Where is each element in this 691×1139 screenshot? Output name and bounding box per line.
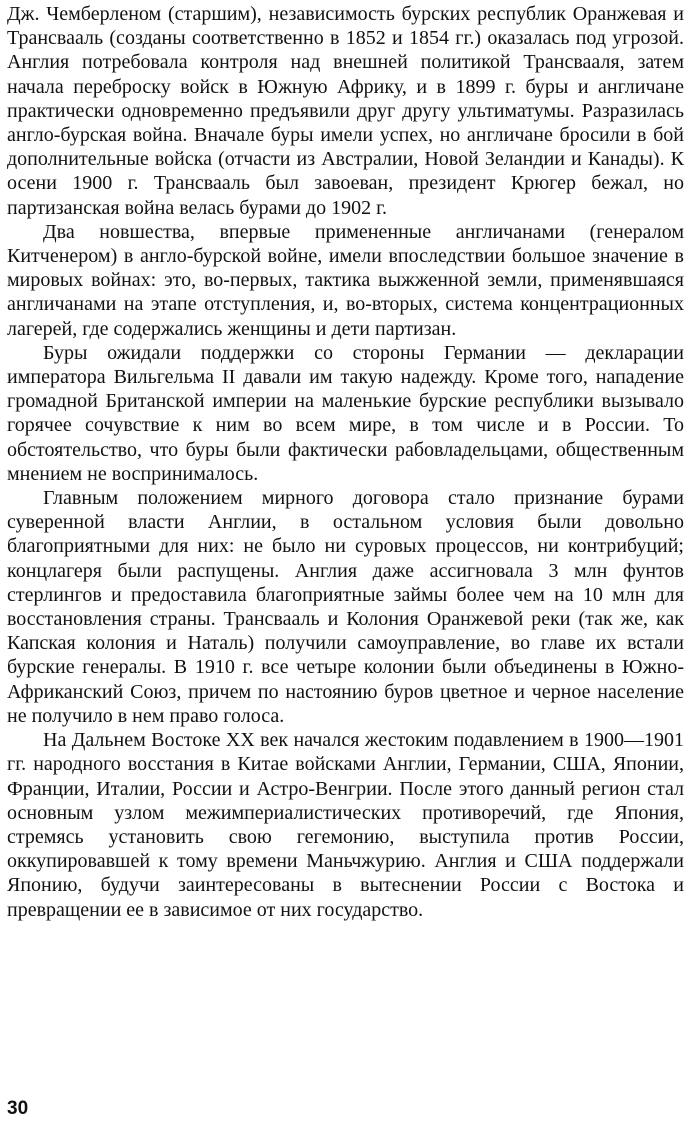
page-body (7, 2, 684, 922)
paragraph: Два новшества, впервые примененные англичанами (генералом Китченером) в англо-бурской войне, имели впоследствии большое значение в мировых войнах: это, во-первых, тактика выжженной земли, применявшаяся англичанами на этапе отступления, и, во-вторых, система концентрационных лагерей, где содержались женщины и дети партизан. (7, 220, 684, 340)
paragraph: Буры ожидали поддержки со стороны Германии — декларации императора Вильгельма II давали им такую надежду. Кроме того, нападение громадной Британской империи на маленькие бурские республики вызывало горячее сочувствие к ним во всем мире, в том числе и в России. То обстоятельство, что буры были фактически рабовладельцами, общественным мнением не воспринималось. (7, 341, 684, 485)
page-number: 30 (7, 1098, 29, 1119)
paragraph: На Дальнем Востоке XX век начался жестоким подавлением в 1900—1901 гг. народного восстания в Китае войсками Англии, Германии, США, Японии, Франции, Италии, России и Астро-Венгрии. После этого данный регион стал основным узлом межимпериалистических противоречий, где Япония, стремясь установить свою гегемонию, выступила против России, оккупировавшей к тому времени Маньчжурию. Англия и США поддержали Японию, будучи заинтересованы в вытеснении России с Востока и превращении ее в зависимое от них государство. (7, 729, 684, 921)
paragraph: Главным положением мирного договора стало признание бурами суверенной власти Англии, в остальном условия были довольно благоприятными для них: не было ни суровых процессов, ни контрибуций; концлагеря были распущены. Англия даже ассигновала 3 млн фунтов стерлингов и предоставила благоприятные займы более чем на 10 млн для восстановления страны. Трансвааль и Колония Оранжевой реки (так же, как Капская колония и Наталь) получили самоуправление, во главе их встали бурские генералы. В 1910 г. все четыре колонии были объединены в Южно-Африканский Союз, причем по настоянию буров цветное и черное население не получило в нем право голоса. (7, 487, 684, 727)
paragraph-continued: Дж. Чемберленом (старшим), независимость бурских республик Оранжевая и Трансвааль (созданы соответственно в 1852 и 1854 гг.) оказалась под угрозой. Англия потребовала контроля над внешней политикой Трансвааля, затем начала переброску войск в Южную Африку, и в 1899 г. буры и англичане практически одновременно предъявили друг другу ультиматумы. Разразилась англо-бурская война. Вначале буры имели успех, но англичане бросили в бой дополнительные войска (отчасти из Австралии, Новой Зеландии и Канады). К осени 1900 г. Трансвааль был завоеван, президент Крюгер бежал, но партизанская война велась бурами до 1902 г. (7, 3, 684, 219)
